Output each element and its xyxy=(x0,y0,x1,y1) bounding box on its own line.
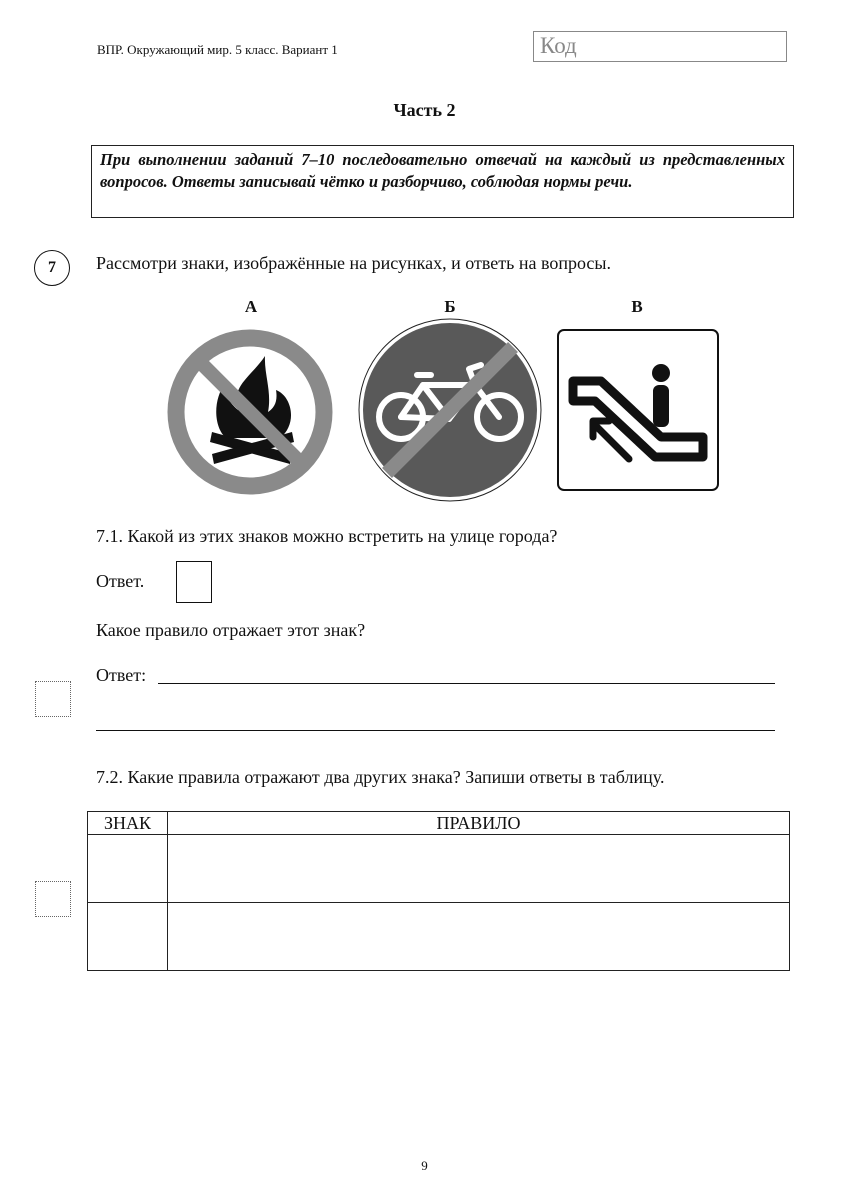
answer-label: Ответ: xyxy=(96,665,147,685)
sign-label-b: Б xyxy=(444,297,456,316)
code-field[interactable] xyxy=(533,31,787,62)
question-7-2: 7.2. Какие правила отражают два других знака? Запиши ответы в таблицу. xyxy=(96,767,665,787)
header-title: ВПР. Окружающий мир. 5 класс. Вариант 1 xyxy=(97,42,338,57)
question-7-1b: Какое правило отражает этот знак? xyxy=(96,620,366,640)
instructions-box xyxy=(91,145,794,218)
answer-letter-box[interactable] xyxy=(176,561,212,603)
part-title: Часть 2 xyxy=(393,100,456,120)
escalator-up-icon xyxy=(557,329,719,492)
header-rule: ПРАВИЛО xyxy=(168,812,790,835)
question-7-1: 7.1. Какой из этих знаков можно встретить на улице города? xyxy=(96,526,558,546)
table-cell-sign[interactable] xyxy=(88,835,168,903)
rules-table xyxy=(87,811,790,971)
sign-label-a: А xyxy=(244,297,258,316)
answer-line-2[interactable] xyxy=(96,730,775,731)
task-prompt: Рассмотри знаки, изображённые на рисунках, и ответь на вопросы. xyxy=(96,253,612,273)
task-number: 7 xyxy=(34,250,70,286)
table-row xyxy=(88,903,790,971)
page-number: 9 xyxy=(421,1158,428,1173)
answer-short-label: Ответ. xyxy=(96,571,145,591)
table-row xyxy=(88,835,790,903)
header-sign: ЗНАК xyxy=(88,812,168,835)
table-cell-rule[interactable] xyxy=(168,835,790,903)
code-label: Код xyxy=(540,33,577,58)
no-bicycles-icon xyxy=(357,317,543,503)
table-cell-sign[interactable] xyxy=(88,903,168,971)
sign-label-c: В xyxy=(631,297,643,316)
table-cell-rule[interactable] xyxy=(168,903,790,971)
no-campfire-icon xyxy=(160,328,340,496)
instructions-text: При выполнении заданий 7–10 последовательно отвечай на каждый из представленных вопросов. Ответы записывай чётко и разборчиво, соблюдая нормы речи. xyxy=(100,150,785,191)
table-header-row xyxy=(88,812,790,835)
score-box-7-1[interactable] xyxy=(35,681,71,717)
score-box-7-2[interactable] xyxy=(35,881,71,917)
answer-line-1[interactable] xyxy=(158,683,775,684)
